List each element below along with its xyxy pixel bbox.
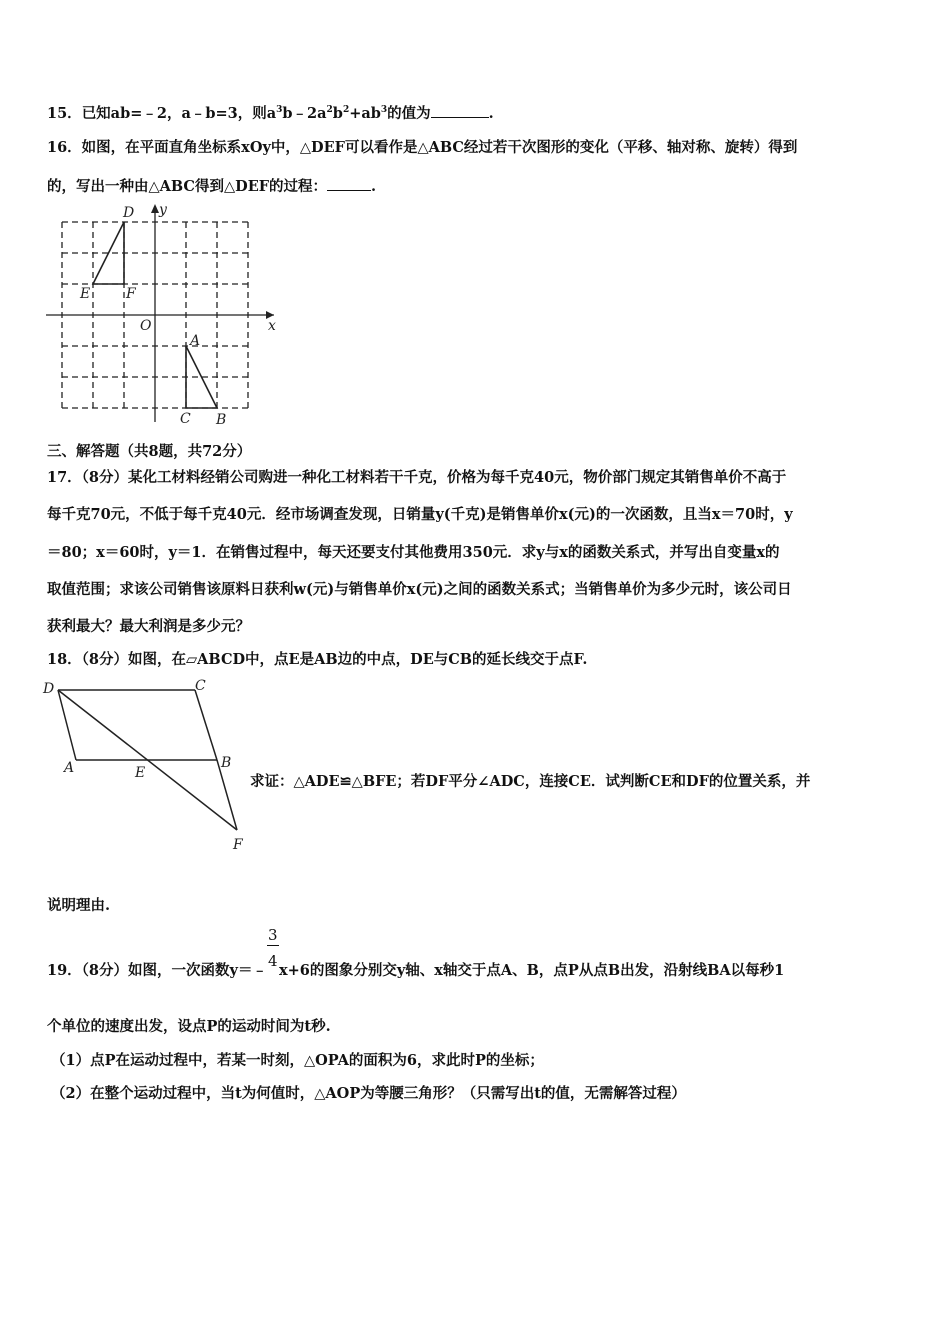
- coordinate-figure: [40, 200, 290, 430]
- question-17-line-3: ＝80；x＝60时，y＝1．在销售过程中，每天还要支付其他费用350元．求y与x的函数关系式，并写出自变量x的: [47, 544, 780, 561]
- q15-exp: 3: [380, 105, 388, 115]
- q15-exp: 2: [326, 105, 333, 115]
- fraction: [267, 926, 279, 975]
- parallelogram-figure: [40, 675, 260, 860]
- question-17-line-1: 17．（8分）某化工材料经销公司购进一种化工材料若干千克，价格为每千克40元，物价部门规定其销售单价不高于: [47, 469, 787, 486]
- q16-line2-end: .: [371, 178, 377, 195]
- axes: [46, 206, 274, 422]
- y-axis-arrow-icon: [151, 204, 159, 213]
- q15-exp: 3: [276, 105, 283, 115]
- question-17-line-2: 每千克70元，不低于每千克40元．经市场调查发现，日销量y(千克)是销售单价x(元)的一次函数，且当x＝70时，y: [47, 506, 793, 523]
- q19-prefix: 19．（8分）如图，一次函数y＝﹣: [47, 962, 267, 979]
- label-f: F: [233, 837, 243, 853]
- question-16-line-2: [47, 176, 376, 197]
- q15-mid1: b﹣2a: [282, 105, 327, 122]
- label-a: A: [190, 333, 201, 349]
- question-16-line-1: 16．如图，在平面直角坐标系xOy中，△DEF可以看作是△ABC经过若干次图形的变化（平移、轴对称、旋转）得到: [47, 139, 798, 156]
- question-17-line-4: 取值范围；求该公司销售该原料日获利w(元)与销售单价x(元)之间的函数关系式；当销售单价为多少元时，该公司日: [47, 581, 792, 598]
- q15-exp: 2: [342, 105, 350, 115]
- q15-end: .: [488, 105, 494, 122]
- label-d: D: [43, 681, 55, 697]
- question-19-part-1: （1）点P在运动过程中，若某一时刻，△OPA的面积为6，求此时P的坐标；: [51, 1052, 544, 1069]
- question-18-line-1: 18．（8分）如图，在▱ABCD中，点E是AB边的中点，DE与CB的延长线交于点F.: [47, 651, 588, 668]
- q15-mid3: +ab: [349, 105, 381, 122]
- question-18-line-3: 说明理由.: [47, 897, 111, 914]
- label-f: F: [126, 286, 136, 302]
- fraction-bar: [267, 945, 279, 946]
- segment-ad: [58, 690, 76, 760]
- q15-text-prefix: 已知ab=﹣2，a﹣b=3，则a: [81, 105, 277, 122]
- label-o: O: [140, 318, 152, 334]
- label-a: A: [64, 760, 75, 776]
- q15-suffix: 的值为: [387, 105, 431, 122]
- segment-cb: [195, 690, 217, 760]
- label-b: B: [216, 412, 227, 428]
- q15-mid2: b: [332, 105, 343, 122]
- question-19-part-2: （2）在整个运动过程中，当t为何值时，△AOP为等腰三角形？（只需写出t的值，无需解答过程）: [51, 1085, 686, 1102]
- label-x: x: [268, 318, 276, 334]
- q19-suffix: x+6的图象分别交y轴、x轴交于点A、B，点P从点B出发，沿射线BA以每秒1: [278, 962, 785, 979]
- label-e: E: [80, 286, 91, 302]
- question-15: [47, 103, 494, 124]
- label-c: C: [195, 678, 206, 694]
- question-19-line-1: [47, 926, 785, 981]
- question-19-line-2: 个单位的速度出发，设点P的运动时间为t秒.: [47, 1018, 331, 1035]
- label-d: D: [123, 205, 135, 221]
- question-18-line-2: 求证：△ADE≌△BFE；若DF平分∠ADC，连接CE．试判断CE和DF的位置关系，并: [250, 773, 811, 790]
- q16-line2-prefix: 的，写出一种由△ABC得到△DEF的过程：: [47, 178, 328, 195]
- fraction-numerator: 3: [267, 926, 278, 944]
- label-b: B: [221, 755, 232, 771]
- answer-blank: [431, 103, 489, 118]
- question-17-line-5: 获利最大？最大利润是多少元？: [47, 618, 250, 635]
- label-y: y: [159, 202, 167, 218]
- answer-blank: [327, 176, 371, 191]
- label-e: E: [135, 765, 146, 781]
- section-title: 三、解答题（共8题，共72分）: [47, 443, 252, 460]
- q15-number: 15．: [47, 105, 82, 122]
- label-c: C: [180, 411, 191, 427]
- fraction-denominator: 4: [267, 952, 278, 970]
